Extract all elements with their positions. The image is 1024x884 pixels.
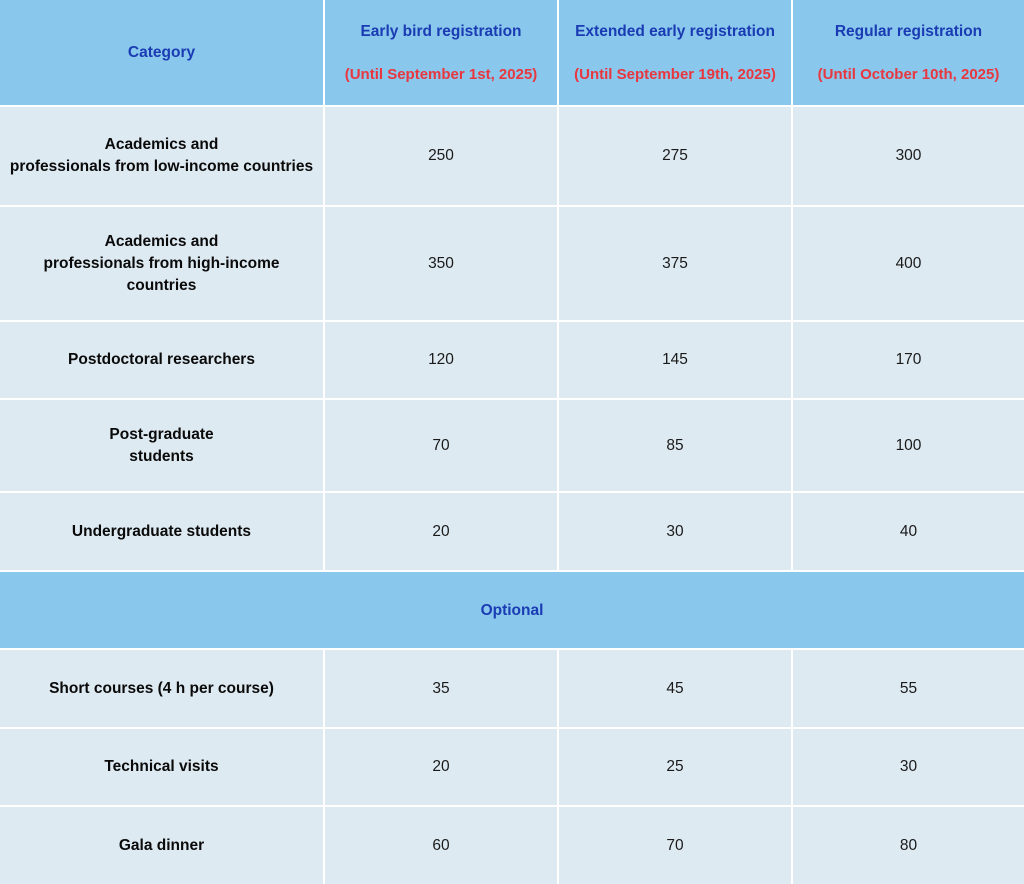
price-value: 300 [895, 147, 922, 164]
header-extended-early-cell [559, 0, 791, 105]
price-value: 40 [899, 522, 918, 540]
price-value: 80 [899, 836, 918, 854]
price-value: 55 [899, 679, 918, 697]
price-value: 35 [432, 679, 450, 697]
price-cell [793, 107, 1024, 205]
price-value: 120 [428, 351, 454, 368]
price-value: 350 [428, 254, 454, 272]
header-extended-early-title: Extended early registration [575, 22, 775, 40]
price-value: 170 [895, 351, 922, 368]
price-value: 145 [662, 351, 688, 368]
price-cell [325, 322, 557, 398]
price-cell [559, 493, 791, 570]
price-cell [793, 493, 1024, 570]
header-category-cell [0, 0, 323, 105]
table-row-category [0, 807, 323, 884]
price-value: 85 [666, 436, 684, 454]
price-cell [325, 807, 557, 884]
category-label: Postdoctoral researchers [68, 351, 255, 368]
header-regular-cell [793, 0, 1024, 105]
price-value: 20 [432, 522, 450, 540]
price-cell [559, 400, 791, 491]
price-cell [793, 400, 1024, 491]
price-value: 30 [899, 758, 918, 775]
price-cell [793, 207, 1024, 320]
header-early-bird-date: (Until September 1st, 2025) [344, 65, 538, 83]
price-value: 70 [666, 836, 684, 854]
price-cell [793, 729, 1024, 805]
price-cell [325, 493, 557, 570]
price-value: 30 [666, 522, 684, 540]
table-row-category [0, 207, 323, 320]
price-value: 60 [432, 836, 450, 854]
price-cell [559, 107, 791, 205]
header-early-bird-cell [325, 0, 557, 105]
price-cell [559, 322, 791, 398]
price-value: 100 [895, 436, 922, 454]
price-value: 375 [662, 254, 688, 272]
price-cell [325, 107, 557, 205]
table-row-category [0, 400, 323, 491]
header-regular-date: (Until October 10th, 2025) [817, 65, 1000, 83]
price-cell [325, 400, 557, 491]
category-label: Post-graduate students [109, 425, 214, 465]
optional-label: Optional [480, 601, 544, 619]
category-label: Gala dinner [118, 836, 205, 854]
table-row-category [0, 322, 323, 398]
table-row-category [0, 650, 323, 727]
price-value: 70 [432, 436, 450, 454]
header-category-label: Category [127, 44, 196, 61]
price-cell [793, 650, 1024, 727]
header-regular-title: Regular registration [834, 22, 983, 40]
price-value: 275 [662, 147, 688, 164]
price-cell [559, 729, 791, 805]
category-label: Academics and professionals from high-income countries [43, 232, 280, 294]
price-cell [325, 207, 557, 320]
price-cell [325, 729, 557, 805]
price-cell [793, 322, 1024, 398]
price-value: 45 [666, 679, 684, 697]
price-cell [559, 807, 791, 884]
category-label: Academics and professionals from low-income countries [9, 136, 314, 175]
price-cell [559, 207, 791, 320]
price-value: 20 [432, 758, 450, 775]
price-value: 400 [895, 254, 922, 272]
header-early-bird-title: Early bird registration [360, 22, 522, 40]
table-row-category [0, 493, 323, 570]
price-cell [325, 650, 557, 727]
price-value: 25 [666, 758, 684, 775]
table-row-category [0, 107, 323, 205]
price-cell [793, 807, 1024, 884]
optional-section-header [0, 572, 1024, 648]
category-label: Undergraduate students [71, 522, 252, 540]
table-row-category [0, 729, 323, 805]
category-label: Short courses (4 h per course) [49, 679, 274, 697]
category-label: Technical visits [104, 758, 219, 775]
price-value: 250 [428, 147, 454, 164]
price-cell [559, 650, 791, 727]
header-extended-early-date: (Until September 19th, 2025) [574, 65, 776, 83]
